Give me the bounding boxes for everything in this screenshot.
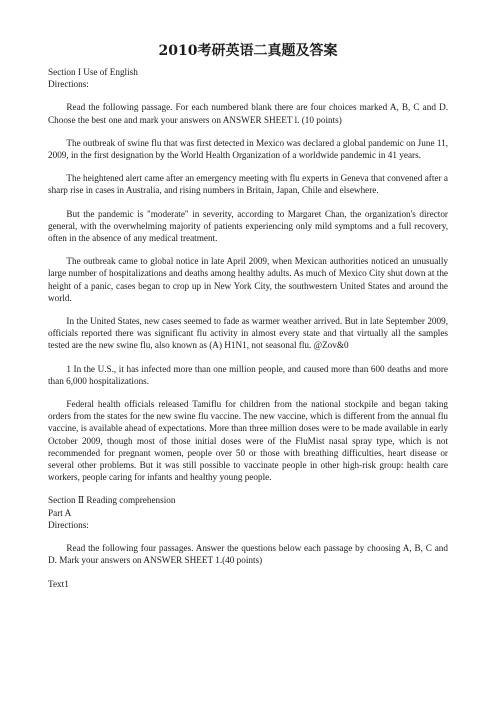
section-2-instructions: Read the following four passages. Answer the questions below each passage by choosing A, B, C and D. Mark your answers on ANSWER SHEET 1.(40 points): [48, 543, 448, 566]
part-a-label: Part A: [48, 507, 72, 518]
passage-paragraph: But the pandemic is "moderate" in severity, according to Margaret Chan, the organization's director general, with the overwhelming majority of patients experiencing only mild symptoms and a full recovery, often in the absence of any medical treatment.: [48, 208, 448, 244]
section-2-directions-label: Directions:: [48, 519, 89, 530]
document-page: [48, 42, 448, 590]
passage-paragraph: 1 In the U.S., it has infected more than one million people, and caused more than 600 deaths and more than 6,000 hospitalizations.: [48, 363, 448, 386]
passage-paragraph: Federal health officials released Tamiflu for children from the national stockpile and began taking orders from the states for the new swine flu vaccine. The new vaccine, which is different from the annual flu vaccine, is available ahead of expectations. More than three million doses were to be made available in early October 2009, though most of those initial doses were of the FluMist nasal spray type, which is not recommended for pregnant women, people over 50 or those with breathing difficulties, heart disease or several other problems. But it was still possible to vaccinate people in other high-risk group: health care workers, people caring for infants and healthy young people.: [48, 399, 448, 483]
document-title: 2010考研英语二真题及答案: [158, 43, 338, 59]
passage-paragraph: The outbreak came to global notice in late April 2009, when Mexican authorities noticed an unusually large number of hospitalizations and deaths among healthy adults. As much of Mexico City shut down at the height of a panic, cases began to crop up in New York City, the southwestern United States and around the world.: [48, 256, 448, 303]
passage-paragraph: The heightened alert came after an emergency meeting with flu experts in Geneva that convened after a sharp rise in cases in Australia, and rising numbers in Britain, Japan, Chile and elsewhere.: [48, 173, 448, 196]
text-1-label: Text1: [48, 578, 69, 589]
section-1-directions-label: Directions:: [48, 79, 89, 90]
passage-paragraph: In the United States, new cases seemed to fade as warmer weather arrived. But in late September 2009, officials reported there was significant flu activity in almost every state and that virtually all the samples tested are the new swine flu, also known as (A) H1N1, not seasonal flu. @Zov&0: [48, 316, 448, 351]
passage-paragraph: The outbreak of swine flu that was first detected in Mexico was declared a global pandemic on June 11, 2009, in the first designation by the World Health Organization of a worldwide pandemic in 41 years.: [48, 137, 448, 161]
section-1-instructions: Read the following passage. For each numbered blank there are four choices marked A, B, C and D. Choose the best one and mark your answers on ANSWER SHEET l. (10 points): [48, 102, 448, 125]
section-2-heading: Section Ⅱ Reading comprehension: [48, 495, 176, 506]
section-1: [48, 66, 448, 483]
section-2: [48, 494, 448, 589]
section-1-heading: Section I Use of English: [48, 67, 138, 77]
